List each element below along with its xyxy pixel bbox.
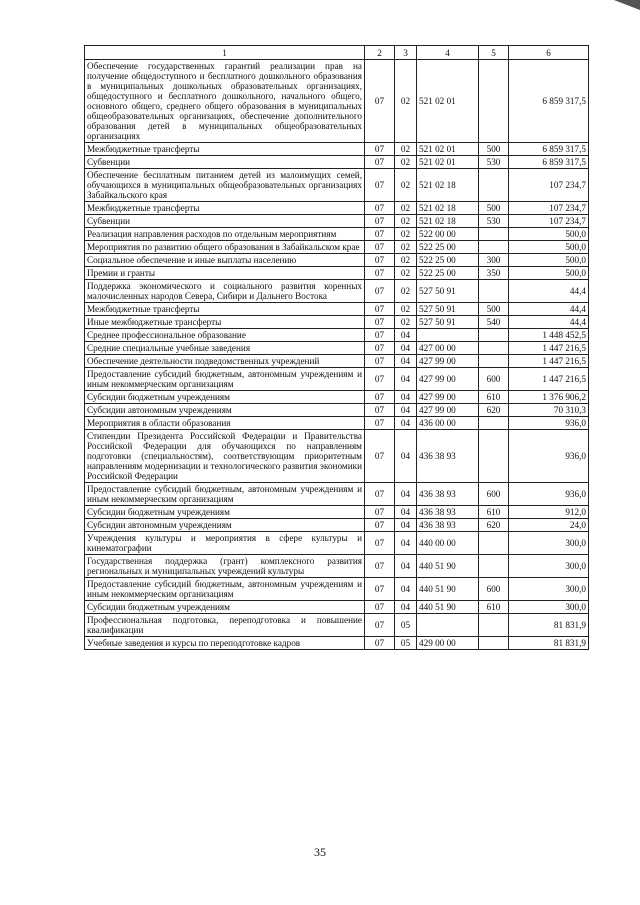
row-subsection-cell: 04 bbox=[395, 506, 417, 519]
row-code-cell: 427 99 00 bbox=[417, 391, 479, 404]
row-amount-cell: 6 859 317,5 bbox=[509, 60, 589, 143]
header-cell-section: 2 bbox=[365, 46, 395, 60]
row-code-cell: 521 02 01 bbox=[417, 156, 479, 169]
row-amount-cell: 1 447 216,5 bbox=[509, 342, 589, 355]
row-name-cell: Субвенции bbox=[85, 156, 365, 169]
row-code-cell: 427 99 00 bbox=[417, 355, 479, 368]
row-name-cell: Мероприятия в области образования bbox=[85, 417, 365, 430]
row-expense-type-cell bbox=[479, 355, 509, 368]
row-name-cell: Предоставление субсидий бюджетным, автономным учреждениям и иным некоммерческим организациям bbox=[85, 483, 365, 506]
row-section-cell: 07 bbox=[365, 202, 395, 215]
row-subsection-cell: 04 bbox=[395, 532, 417, 555]
corner-mark bbox=[610, 0, 640, 12]
row-amount-cell: 1 447 216,5 bbox=[509, 355, 589, 368]
table-row bbox=[85, 342, 589, 355]
row-subsection-cell: 04 bbox=[395, 578, 417, 601]
row-subsection-cell: 02 bbox=[395, 60, 417, 143]
row-section-cell: 07 bbox=[365, 506, 395, 519]
row-amount-cell: 44,4 bbox=[509, 303, 589, 316]
row-section-cell: 07 bbox=[365, 241, 395, 254]
row-name-cell: Иные межбюджетные трансферты bbox=[85, 316, 365, 329]
row-subsection-cell: 02 bbox=[395, 169, 417, 202]
row-section-cell: 07 bbox=[365, 355, 395, 368]
header-cell-code: 4 bbox=[417, 46, 479, 60]
row-code-cell: 521 02 18 bbox=[417, 215, 479, 228]
row-code-cell: 427 00 00 bbox=[417, 342, 479, 355]
row-amount-cell: 24,0 bbox=[509, 519, 589, 532]
row-name-cell: Социальное обеспечение и иные выплаты населению bbox=[85, 254, 365, 267]
row-name-cell: Межбюджетные трансферты bbox=[85, 303, 365, 316]
table-row bbox=[85, 329, 589, 342]
row-expense-type-cell: 530 bbox=[479, 156, 509, 169]
table-row bbox=[85, 519, 589, 532]
table-row bbox=[85, 280, 589, 303]
table-row bbox=[85, 555, 589, 578]
row-section-cell: 07 bbox=[365, 519, 395, 532]
table-row bbox=[85, 202, 589, 215]
header-cell-amount: 6 bbox=[509, 46, 589, 60]
row-code-cell: 440 51 90 bbox=[417, 555, 479, 578]
table-row bbox=[85, 254, 589, 267]
row-name-cell: Обеспечение деятельности подведомственных учреждений bbox=[85, 355, 365, 368]
row-amount-cell: 300,0 bbox=[509, 601, 589, 614]
budget-table bbox=[84, 45, 589, 650]
row-section-cell: 07 bbox=[365, 329, 395, 342]
row-amount-cell: 500,0 bbox=[509, 228, 589, 241]
row-code-cell: 436 38 93 bbox=[417, 430, 479, 483]
row-subsection-cell: 04 bbox=[395, 417, 417, 430]
table-row bbox=[85, 391, 589, 404]
row-subsection-cell: 02 bbox=[395, 215, 417, 228]
row-section-cell: 07 bbox=[365, 254, 395, 267]
row-section-cell: 07 bbox=[365, 404, 395, 417]
row-section-cell: 07 bbox=[365, 532, 395, 555]
row-amount-cell: 1 447 216,5 bbox=[509, 368, 589, 391]
row-name-cell: Предоставление субсидий бюджетным, автономным учреждениям и иным некоммерческим организациям bbox=[85, 578, 365, 601]
row-expense-type-cell bbox=[479, 532, 509, 555]
row-code-cell: 527 50 91 bbox=[417, 316, 479, 329]
row-expense-type-cell: 600 bbox=[479, 578, 509, 601]
row-section-cell: 07 bbox=[365, 614, 395, 637]
row-subsection-cell: 04 bbox=[395, 391, 417, 404]
row-amount-cell: 912,0 bbox=[509, 506, 589, 519]
row-subsection-cell: 02 bbox=[395, 143, 417, 156]
row-subsection-cell: 04 bbox=[395, 342, 417, 355]
row-name-cell: Межбюджетные трансферты bbox=[85, 143, 365, 156]
row-code-cell: 527 50 91 bbox=[417, 303, 479, 316]
row-expense-type-cell: 530 bbox=[479, 215, 509, 228]
row-section-cell: 07 bbox=[365, 215, 395, 228]
table-row bbox=[85, 169, 589, 202]
row-code-cell: 440 51 90 bbox=[417, 578, 479, 601]
row-amount-cell: 44,4 bbox=[509, 316, 589, 329]
row-amount-cell: 6 859 317,5 bbox=[509, 156, 589, 169]
row-section-cell: 07 bbox=[365, 156, 395, 169]
row-section-cell: 07 bbox=[365, 637, 395, 650]
table-row bbox=[85, 430, 589, 483]
row-code-cell bbox=[417, 614, 479, 637]
row-expense-type-cell: 620 bbox=[479, 404, 509, 417]
header-row bbox=[85, 46, 589, 60]
row-amount-cell: 81 831,9 bbox=[509, 637, 589, 650]
row-code-cell: 522 25 00 bbox=[417, 241, 479, 254]
row-code-cell: 440 00 00 bbox=[417, 532, 479, 555]
row-expense-type-cell bbox=[479, 329, 509, 342]
row-code-cell: 521 02 18 bbox=[417, 202, 479, 215]
row-code-cell: 522 25 00 bbox=[417, 254, 479, 267]
row-section-cell: 07 bbox=[365, 430, 395, 483]
table-row bbox=[85, 316, 589, 329]
row-name-cell: Субсидии бюджетным учреждениям bbox=[85, 506, 365, 519]
row-amount-cell: 70 310,3 bbox=[509, 404, 589, 417]
row-code-cell: 436 38 93 bbox=[417, 483, 479, 506]
row-subsection-cell: 04 bbox=[395, 519, 417, 532]
table-row bbox=[85, 143, 589, 156]
table-row bbox=[85, 532, 589, 555]
row-section-cell: 07 bbox=[365, 316, 395, 329]
header-cell-name: 1 bbox=[85, 46, 365, 60]
row-expense-type-cell: 300 bbox=[479, 254, 509, 267]
row-section-cell: 07 bbox=[365, 391, 395, 404]
row-expense-type-cell: 500 bbox=[479, 303, 509, 316]
row-amount-cell: 936,0 bbox=[509, 483, 589, 506]
row-expense-type-cell bbox=[479, 614, 509, 637]
row-code-cell: 436 00 00 bbox=[417, 417, 479, 430]
row-subsection-cell: 04 bbox=[395, 430, 417, 483]
row-code-cell: 429 00 00 bbox=[417, 637, 479, 650]
row-amount-cell: 6 859 317,5 bbox=[509, 143, 589, 156]
row-expense-type-cell: 610 bbox=[479, 601, 509, 614]
table-row bbox=[85, 404, 589, 417]
row-section-cell: 07 bbox=[365, 228, 395, 241]
row-subsection-cell: 05 bbox=[395, 637, 417, 650]
row-amount-cell: 500,0 bbox=[509, 267, 589, 280]
row-code-cell: 522 25 00 bbox=[417, 267, 479, 280]
row-subsection-cell: 05 bbox=[395, 614, 417, 637]
row-name-cell: Субсидии бюджетным учреждениям bbox=[85, 601, 365, 614]
row-amount-cell: 81 831,9 bbox=[509, 614, 589, 637]
table-row bbox=[85, 241, 589, 254]
row-subsection-cell: 04 bbox=[395, 555, 417, 578]
row-subsection-cell: 04 bbox=[395, 483, 417, 506]
table-row bbox=[85, 60, 589, 143]
row-subsection-cell: 02 bbox=[395, 267, 417, 280]
row-expense-type-cell bbox=[479, 342, 509, 355]
row-section-cell: 07 bbox=[365, 60, 395, 143]
row-section-cell: 07 bbox=[365, 368, 395, 391]
row-expense-type-cell bbox=[479, 280, 509, 303]
row-name-cell: Предоставление субсидий бюджетным, автономным учреждениям и иным некоммерческим организациям bbox=[85, 368, 365, 391]
row-code-cell: 527 50 91 bbox=[417, 280, 479, 303]
table-row bbox=[85, 215, 589, 228]
row-expense-type-cell bbox=[479, 555, 509, 578]
table-row bbox=[85, 228, 589, 241]
table-body bbox=[85, 60, 589, 650]
table-row bbox=[85, 578, 589, 601]
row-expense-type-cell bbox=[479, 241, 509, 254]
row-code-cell: 427 99 00 bbox=[417, 404, 479, 417]
row-expense-type-cell: 620 bbox=[479, 519, 509, 532]
row-name-cell: Субвенции bbox=[85, 215, 365, 228]
row-expense-type-cell: 500 bbox=[479, 143, 509, 156]
row-section-cell: 07 bbox=[365, 280, 395, 303]
row-name-cell: Межбюджетные трансферты bbox=[85, 202, 365, 215]
row-section-cell: 07 bbox=[365, 483, 395, 506]
row-expense-type-cell: 610 bbox=[479, 391, 509, 404]
row-name-cell: Государственная поддержка (грант) комплексного развития региональных и муниципальных учреждений культуры bbox=[85, 555, 365, 578]
row-section-cell: 07 bbox=[365, 267, 395, 280]
table-row bbox=[85, 303, 589, 316]
row-section-cell: 07 bbox=[365, 555, 395, 578]
row-expense-type-cell bbox=[479, 417, 509, 430]
row-code-cell: 436 38 93 bbox=[417, 506, 479, 519]
row-subsection-cell: 04 bbox=[395, 368, 417, 391]
row-name-cell: Средние специальные учебные заведения bbox=[85, 342, 365, 355]
row-subsection-cell: 02 bbox=[395, 241, 417, 254]
row-section-cell: 07 bbox=[365, 303, 395, 316]
table-row bbox=[85, 483, 589, 506]
row-code-cell: 521 02 01 bbox=[417, 143, 479, 156]
row-name-cell: Реализация направления расходов по отдельным мероприятиям bbox=[85, 228, 365, 241]
row-subsection-cell: 04 bbox=[395, 404, 417, 417]
row-section-cell: 07 bbox=[365, 417, 395, 430]
table-row bbox=[85, 267, 589, 280]
table-row bbox=[85, 637, 589, 650]
row-expense-type-cell: 600 bbox=[479, 368, 509, 391]
row-name-cell: Учебные заведения и курсы по переподготовке кадров bbox=[85, 637, 365, 650]
row-code-cell bbox=[417, 329, 479, 342]
row-subsection-cell: 02 bbox=[395, 156, 417, 169]
row-subsection-cell: 02 bbox=[395, 254, 417, 267]
row-amount-cell: 300,0 bbox=[509, 578, 589, 601]
row-code-cell: 521 02 01 bbox=[417, 60, 479, 143]
row-name-cell: Премии и гранты bbox=[85, 267, 365, 280]
row-name-cell: Профессиональная подготовка, переподготовка и повышение квалификации bbox=[85, 614, 365, 637]
table-row bbox=[85, 156, 589, 169]
row-expense-type-cell bbox=[479, 60, 509, 143]
row-amount-cell: 1 376 906,2 bbox=[509, 391, 589, 404]
row-subsection-cell: 04 bbox=[395, 355, 417, 368]
table-row bbox=[85, 506, 589, 519]
table-row bbox=[85, 601, 589, 614]
row-expense-type-cell: 540 bbox=[479, 316, 509, 329]
row-name-cell: Обеспечение бесплатным питанием детей из малоимущих семей, обучающихся в муниципальных общеобразовательных организациях Забайкальского края bbox=[85, 169, 365, 202]
row-code-cell: 522 00 00 bbox=[417, 228, 479, 241]
row-name-cell: Субсидии автономным учреждениям bbox=[85, 404, 365, 417]
row-expense-type-cell bbox=[479, 228, 509, 241]
row-amount-cell: 936,0 bbox=[509, 417, 589, 430]
row-code-cell: 440 51 90 bbox=[417, 601, 479, 614]
table-row bbox=[85, 368, 589, 391]
row-code-cell: 427 99 00 bbox=[417, 368, 479, 391]
row-amount-cell: 936,0 bbox=[509, 430, 589, 483]
row-subsection-cell: 02 bbox=[395, 202, 417, 215]
row-name-cell: Обеспечение государственных гарантий реализации прав на получение общедоступного и бесплатного дошкольного образования в муниципальных дошкольных образовательных организациях, общедоступного и бесплатного дошкольного, начального общего, основного общего, среднего общего образования в муниципальных общеобразовательных организациях, обеспечение дополнительного образования детей в муниципальных общеобразовательных организациях bbox=[85, 60, 365, 143]
row-name-cell: Учреждения культуры и мероприятия в сфере культуры и кинематографии bbox=[85, 532, 365, 555]
header-cell-expense-type: 5 bbox=[479, 46, 509, 60]
row-section-cell: 07 bbox=[365, 342, 395, 355]
row-name-cell: Поддержка экономического и социального развития коренных малочисленных народов Севера, Сибири и Дальнего Востока bbox=[85, 280, 365, 303]
row-amount-cell: 107 234,7 bbox=[509, 169, 589, 202]
row-subsection-cell: 02 bbox=[395, 303, 417, 316]
row-name-cell: Субсидии бюджетным учреждениям bbox=[85, 391, 365, 404]
row-name-cell: Среднее профессиональное образование bbox=[85, 329, 365, 342]
table-row bbox=[85, 417, 589, 430]
row-amount-cell: 107 234,7 bbox=[509, 215, 589, 228]
row-expense-type-cell: 610 bbox=[479, 506, 509, 519]
row-expense-type-cell: 500 bbox=[479, 202, 509, 215]
row-subsection-cell: 02 bbox=[395, 316, 417, 329]
row-expense-type-cell bbox=[479, 637, 509, 650]
row-code-cell: 521 02 18 bbox=[417, 169, 479, 202]
row-expense-type-cell bbox=[479, 169, 509, 202]
row-subsection-cell: 04 bbox=[395, 329, 417, 342]
row-section-cell: 07 bbox=[365, 143, 395, 156]
row-section-cell: 07 bbox=[365, 578, 395, 601]
table-row bbox=[85, 355, 589, 368]
row-subsection-cell: 02 bbox=[395, 228, 417, 241]
row-amount-cell: 500,0 bbox=[509, 241, 589, 254]
row-amount-cell: 44,4 bbox=[509, 280, 589, 303]
row-expense-type-cell bbox=[479, 430, 509, 483]
row-amount-cell: 300,0 bbox=[509, 555, 589, 578]
row-subsection-cell: 02 bbox=[395, 280, 417, 303]
row-amount-cell: 107 234,7 bbox=[509, 202, 589, 215]
row-code-cell: 436 38 93 bbox=[417, 519, 479, 532]
row-expense-type-cell: 600 bbox=[479, 483, 509, 506]
page-number: 35 bbox=[314, 845, 326, 859]
row-section-cell: 07 bbox=[365, 601, 395, 614]
row-amount-cell: 500,0 bbox=[509, 254, 589, 267]
row-name-cell: Мероприятия по развитию общего образования в Забайкальском крае bbox=[85, 241, 365, 254]
row-amount-cell: 300,0 bbox=[509, 532, 589, 555]
row-subsection-cell: 04 bbox=[395, 601, 417, 614]
row-expense-type-cell: 350 bbox=[479, 267, 509, 280]
row-name-cell: Субсидии автономным учреждениям bbox=[85, 519, 365, 532]
row-name-cell: Стипендии Президента Российской Федерации и Правительства Российской Федерации для обучающихся по направлениям подготовки (специальностям), соответствующим приоритетным направлениям модернизации и технологического развития экономики Российской Федерации bbox=[85, 430, 365, 483]
row-amount-cell: 1 448 452,5 bbox=[509, 329, 589, 342]
table-row bbox=[85, 614, 589, 637]
row-section-cell: 07 bbox=[365, 169, 395, 202]
header-cell-subsection: 3 bbox=[395, 46, 417, 60]
